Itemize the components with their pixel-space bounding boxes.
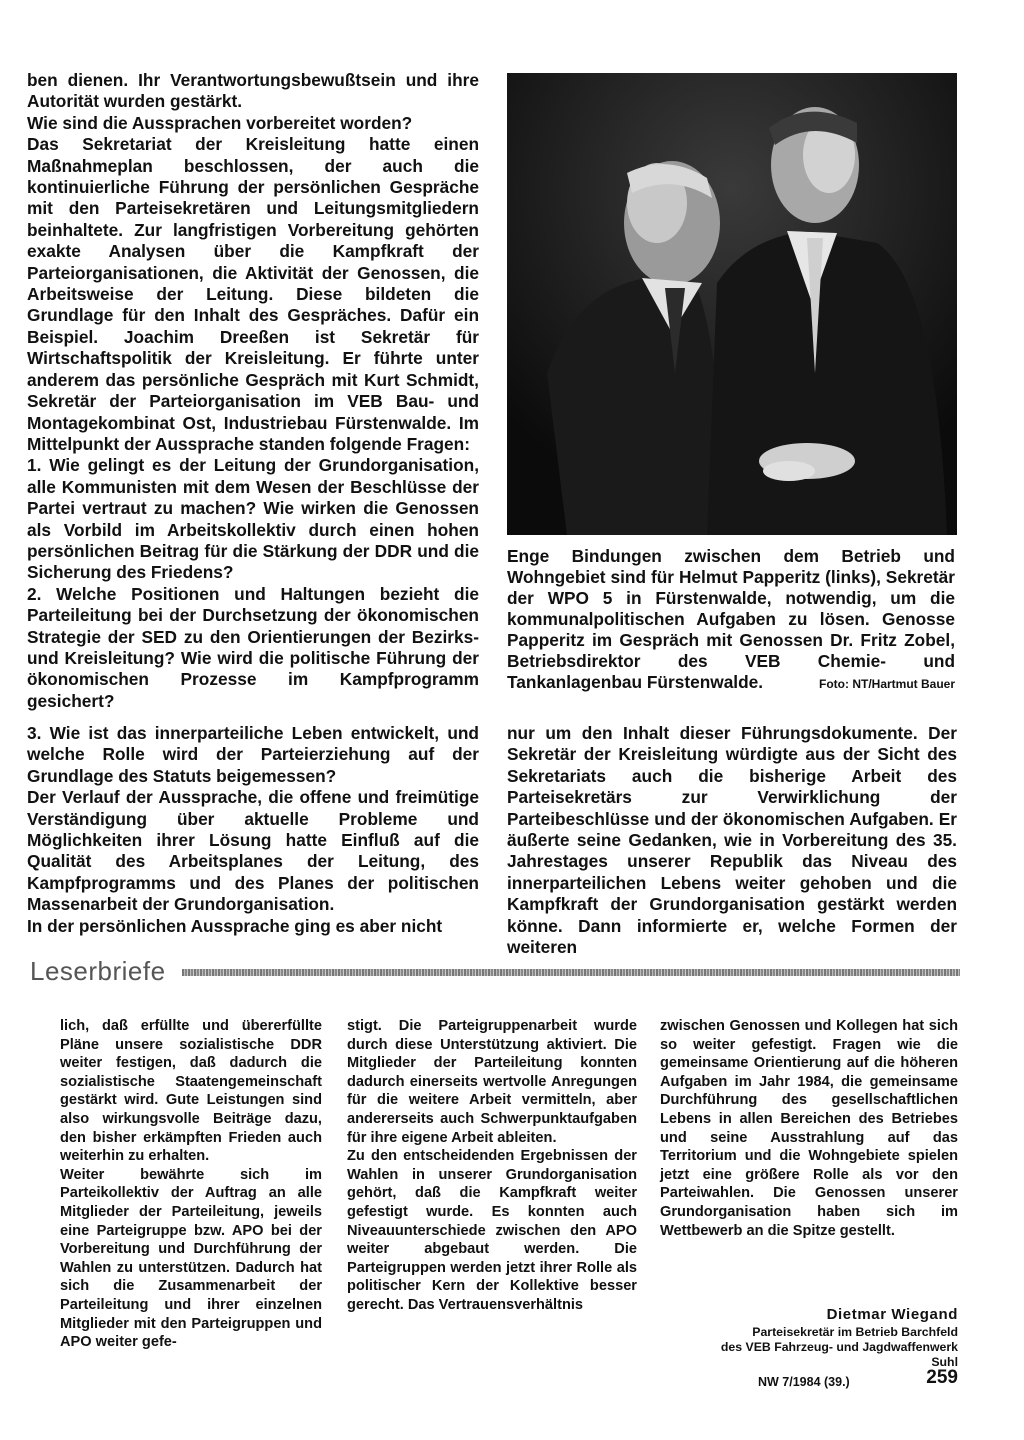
letters-text-3: zwischen Genossen und Kollegen hat sich so weiter gefestigt. Fragen wie die gemeinsame Orientierung auf die höheren Aufgaben im Jahr 1984, die gemeinsame Durchführung des gesellschaftlichen Lebens in allen Bereichen des Betriebes und seine Ausstrahlung auf das Territorium und die Wohngebiete spielen jetzt eine größere Rolle als vor den Parteiwahlen. Die Genossen unserer Grundorganisation haben sich im Wettbewerb an die Spitze gestellt. (660, 1018, 958, 1239)
article-text-right-bottom: nur um den Inhalt dieser Führungsdokumente. Der Sekretär der Kreisleitung würdigte aus der Sicht des Sekretariats auch die bisherige Arbeit des Parteisekretärs zur Verwirklichung der Parteibeschlüsse und der ökonomischen Aufgaben. Er äußerte seine Gedanken, wie in Vorbereitung des 35. Jahrestages unserer Republik das Niveau des innerparteilichen Lebens weiter gehoben und die Kampfkraft der Grundorganisation gestärkt werden könne. Dann informierte er, welche Formen der weiteren (507, 723, 957, 958)
author-role-line-2: des VEB Fahrzeug- und Jagdwaffenwerk (720, 1340, 958, 1354)
page-footer (758, 1367, 958, 1393)
page-number: 259 (926, 1367, 958, 1388)
article-column-left-bottom (27, 723, 479, 937)
photo-caption (507, 546, 955, 695)
section-title: Leserbriefe (30, 956, 166, 986)
letters-column-2 (347, 1017, 637, 1315)
letters-text-1: lich, daß erfüllte und übererfüllte Pläne unsere sozialistische DDR weiter festigen, daß dadurch die sozialistische Staatengemeinschaft gestärkt wird. Gute Leistungen sind also wirkungsvolle Beiträge dazu, den bisher erkämpften Frieden auch weiterhin zu erhalten. Weiter bewährte sich im Parteikollektiv der Auftrag an alle Mitglieder der Parteileitung, jeweils eine Parteigruppe bzw. APO bei der Vorbereitung und Durchführung der Wahlen zu unterstützen. Dadurch hat sich die Zusammenarbeit der Parteileitung und ihrer einzelnen Mitglieder mit den Parteigruppen und APO weiter gefe- (60, 1018, 322, 1351)
letters-column-3 (660, 1017, 958, 1240)
article-column-left-top (27, 70, 479, 712)
author-name: Dietmar Wiegand (826, 1306, 958, 1323)
photo-image (507, 73, 957, 535)
letters-text-2: stigt. Die Parteigruppenarbeit wurde durch diese Unterstützung aktiviert. Die Mitglieder der Parteileitung konnten dadurch einerseits wertvolle Anregungen für die weitere Arbeit vermitteln, aber andererseits auch Schwerpunktaufgaben für ihre eigene Arbeit ableiten. Zu den entscheidenden Ergebnissen der Wahlen in unserer Grundorganisation gehört, daß die Kampfkraft weiter gefestigt wurde. Es konnten auch Niveauunterschiede zwischen den APO weiter abgebaut werden. Die Parteigruppen werden jetzt ihrer Rolle als politischer Kern der Kollektive besser gerecht. Das Vertrauensverhältnis (347, 1018, 637, 1313)
caption-text: Enge Bindungen zwischen dem Betrieb und Wohngebiet sind für Helmut Papperitz (links), Sekretär der WPO 5 in Fürstenwalde, notwendig, um die kommunalpolitischen Aufgaben zu lösen. Genosse Papperitz im Gespräch mit Genossen Dr. Fritz Zobel, Betriebsdirektor des VEB Chemie- und Tankanlagenbau Fürstenwalde. (507, 546, 955, 692)
article-text-left-top: ben dienen. Ihr Verantwortungsbewußtsein und ihre Autorität wurden gestärkt. Wie sind die Aussprachen vorbereitet worden? Das Sekretariat der Kreisleitung hatte einen Maßnahmeplan beschlossen, der auch die kontinuierliche Führung der persönlichen Gespräche mit den Parteisekretären und Leitungsmitgliedern beinhaltete. Zur langfristigen Vorbereitung gehörten exakte Analysen über die Kampfkraft der Parteiorganisationen, die Aktivität der Genossen, die Arbeitsweise der Leitung. Diese bildeten die Grundlage für den Inhalt des Gespräches. Dafür ein Beispiel. Joachim Dreeßen ist Sekretär für Wirtschaftspolitik der Kreisleitung. Er führte unter anderem das persönliche Gespräch mit Kurt Schmidt, Sekretär der Parteiorganisation im VEB Bau- und Montagekombinat Ost, Industriebau Fürstenwalde. Im Mittelpunkt der Aussprache standen folgende Fragen: 1. Wie gelingt es der Leitung der Grundorganisation, alle Kommunisten mit dem Wesen der Beschlüsse der Partei vertraut zu machen? Wie wirken die Genossen als Vorbild im Arbeitskollektiv durch einen hohen persönlichen Beitrag für die Stärkung der DDR und die Sicherung des Friedens? 2. Welche Positionen und Haltungen bezieht die Parteileitung bei der Durchsetzung der ökonomischen Strategie der SED zu den Orientierungen der Bezirks- und Kreisleitung? Wie wird die politische Führung der ökonomischen Prozesse im Kampfprogramm gesichert? (27, 70, 479, 711)
article-column-right-bottom (507, 723, 957, 958)
leserbriefe-header (30, 954, 960, 988)
letters-column-1 (60, 1017, 322, 1352)
photo-credit: Foto: NT/Hartmut Bauer (819, 677, 955, 691)
letter-signature (660, 1305, 958, 1370)
photo (507, 73, 957, 535)
issue-label: NW 7/1984 (39.) (758, 1375, 850, 1389)
article-text-left-bottom: 3. Wie ist das innerparteiliche Leben entwickelt, und welche Rolle wird der Parteierziehung auf der Grundlage des Statuts beigemessen? Der Verlauf der Aussprache, die offene und freimütige Verständigung über aktuelle Probleme und Möglichkeiten ihrer Lösung hatte Einfluß auf die Qualität des Arbeitsplanes der Leitung, des Kampfprogramms und des Planes der politischen Massenarbeit der Grundorganisation. In der persönlichen Aussprache ging es aber nicht (27, 723, 479, 936)
author-role-line-3: Suhl (931, 1355, 958, 1369)
section-rule (182, 969, 960, 976)
author-role-line-1: Parteisekretär im Betrieb Barchfeld (752, 1325, 958, 1339)
